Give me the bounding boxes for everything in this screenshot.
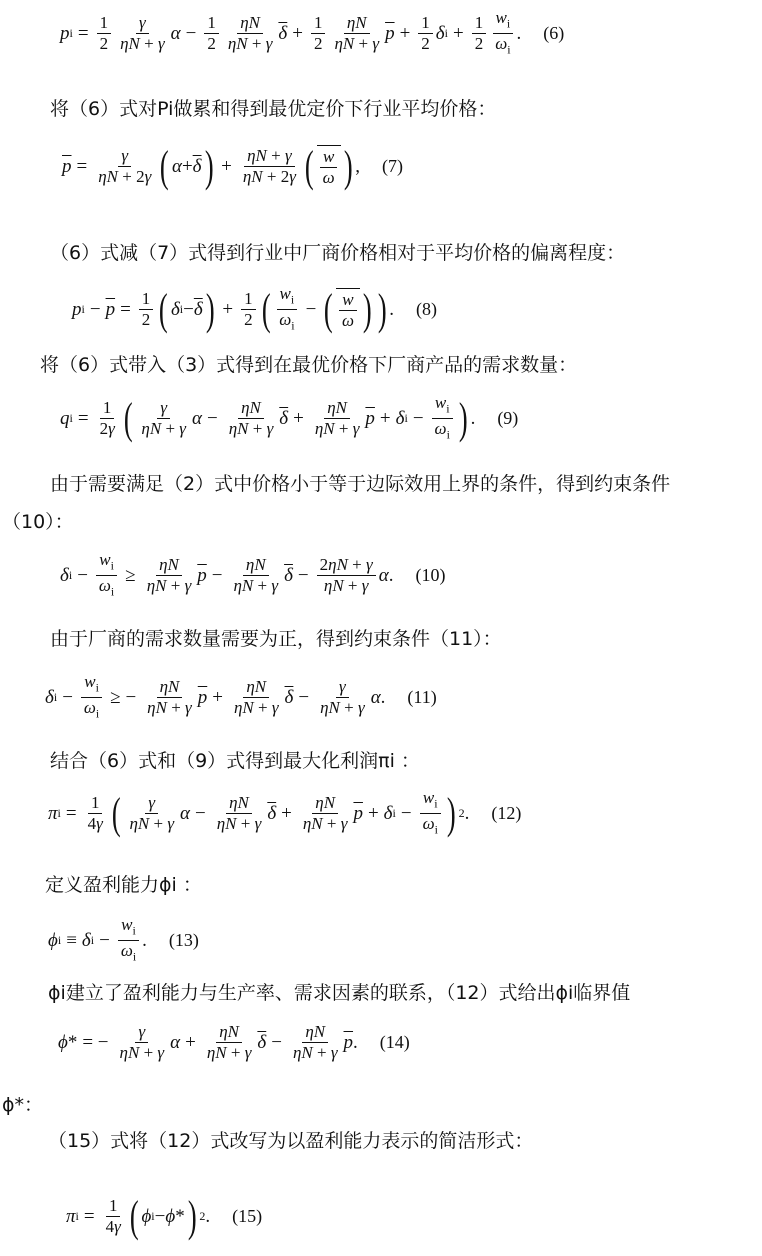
equation-15: π i = $\frac{1}{4\gamma}$ ( ϕ i − ϕ * ) 2 . (15) xyxy=(66,1191,263,1241)
equation-number: (8) xyxy=(416,299,438,320)
equation-number: (11) xyxy=(407,687,437,708)
equation-9: q i = $\frac{1}{2\gamma}$ ( $\frac{\gamma}{\eta N + \gamma}$ α − $\frac{\eta N}{\eta N + \gamma}$ $\overline{\delta}$ + $\frac{\eta N}{\eta N + \gamma}$ $\overline{p}$ + δ i − $\frac{w_i}{\omega_i}$ ) . (9) xyxy=(60,393,519,443)
paragraph-5: 由于厂商的需求数量需要为正，得到约束条件（11）： xyxy=(50,628,502,650)
equation-8: p i − $\overline{p}$ = $\frac{1}{2}$ ( δ i − $\overline{\delta}$ ) + $\frac{1}{2}$ ( $\frac{w_i}{\omega_i}$ − ( $\frac{w}{\omega}$ ) ) . (8) xyxy=(72,284,438,334)
paragraph-1: 将（6）式对Pi做累和得到最优定价下行业平均价格： xyxy=(50,98,497,120)
equation-12: π i = $\frac{1}{4\gamma}$ ( $\frac{\gamma}{\eta N + \gamma}$ α − $\frac{\eta N}{\eta N + \gamma}$ $\overline{\delta}$ + $\frac{\eta N}{\eta N + \gamma}$ $\overline{p}$ + δ i − $\frac{w_i}{\omega_i}$ ) 2 . (12) xyxy=(48,788,522,838)
paragraph-6: 结合（6）式和（9）式得到最大化利润πi ： xyxy=(50,750,420,772)
equation-number: (12) xyxy=(491,803,522,824)
paragraph-4b: （10）： xyxy=(2,511,74,533)
paragraph-3: 将（6）式带入（3）式得到在最优价格下厂商产品的需求数量： xyxy=(40,354,578,376)
paragraph-4a: 由于需要满足（2）式中价格小于等于边际效用上界的条件，得到约束条件 xyxy=(50,473,671,495)
equation-number: (10) xyxy=(415,565,446,586)
equation-14: ϕ * = − $\frac{\gamma}{\eta N + \gamma}$ α + $\frac{\eta N}{\eta N + \gamma}$ $\overline{\delta}$ − $\frac{\eta N}{\eta N + \gamma}$ $\overline{p}$ . (14) xyxy=(58,1022,410,1062)
paragraph-10: （15）式将（12）式改写为以盈利能力表示的简洁形式： xyxy=(48,1130,534,1152)
equation-number: (7) xyxy=(382,156,404,176)
equation-6: p i = $\frac{1}{2}$ $\frac{\gamma}{\eta N + \gamma}$ α − $\frac{1}{2}$ $\frac{\eta N}{\eta N + \gamma}$ $\overline{\delta}$ + $\frac{1}{2}$ $\frac{\eta N}{\eta N + \gamma}$ $\overline{p}$ + $\frac{1}{2}$ δ i + $\frac{1}{2}$ $\frac{w_i}{\omega_i}$ . (6) xyxy=(60,8,565,57)
paragraph-8: ϕi建立了盈利能力与生产率、需求因素的联系，（12）式给出ϕi临界值 xyxy=(48,982,631,1004)
equation-number: (14) xyxy=(379,1032,410,1052)
paragraph-2: （6）式减（7）式得到行业中厂商价格相对于平均价格的偏离程度： xyxy=(50,242,626,264)
equation-13: ϕ i ≡ δ i − $\frac{w_i}{\omega_i}$ . (13) xyxy=(48,915,199,964)
equation-number: (15) xyxy=(232,1206,263,1226)
equation-11: δ i − $\frac{w_i}{\omega_i}$ ≥ − $\frac{\eta N}{\eta N + \gamma}$ $\overline{p}$ + $\frac{\eta N}{\eta N + \gamma}$ $\overline{\delta}$ − $\frac{\gamma}{\eta N + \gamma}$ α . (11) xyxy=(45,672,437,721)
paragraph-7: 定义盈利能力ϕi ： xyxy=(45,874,202,896)
equation-number: (13) xyxy=(168,930,199,951)
paragraph-9: ϕ*： xyxy=(2,1094,44,1116)
equation-number: (9) xyxy=(497,408,519,429)
equation-7: $\overline{p}$ = $\frac{\gamma}{\eta N + 2\gamma}$ ( α + $\overline{\delta}$ ) + $\frac{\eta N + \gamma}{\eta N + 2\gamma}$ ( $\frac{w}{\omega}$ ) , (7) xyxy=(62,141,404,191)
equation-number: (6) xyxy=(543,23,565,44)
equation-10: δ i − $\frac{w_i}{\omega_i}$ ≥ $\frac{\eta N}{\eta N + \gamma}$ $\overline{p}$ − $\frac{\eta N}{\eta N + \gamma}$ $\overline{\delta}$ − $\frac{2\eta N + \gamma}{\eta N + \gamma}$ α . (10) xyxy=(60,550,446,599)
